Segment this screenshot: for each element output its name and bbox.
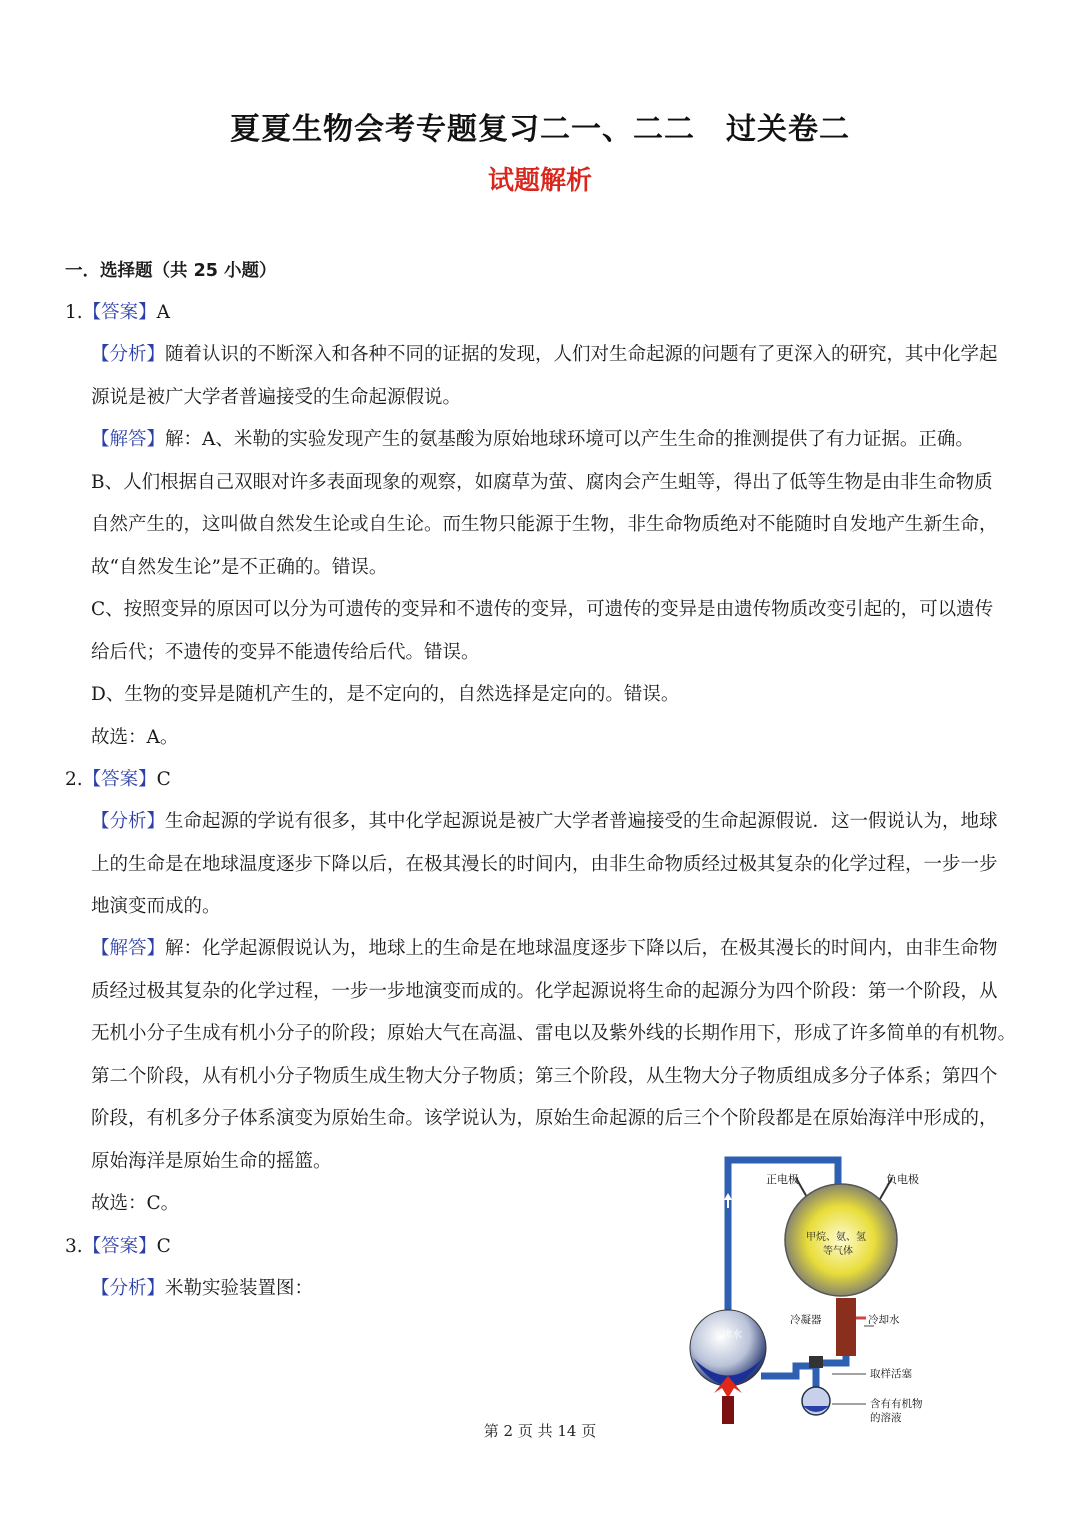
label-positive-electrode: 正电极: [766, 1173, 799, 1186]
q2-solution-line-1: 【解答】解：化学起源假说认为，地球上的生命是在地球温度逐步下降以后，在极其漫长的时间内，由非生命物: [91, 938, 998, 959]
q3-answer-line: [65, 1235, 171, 1259]
q1-analysis-line-2: 源说是被广大学者普遍接受的生命起源假说。: [91, 387, 462, 408]
label-solution-2: 的溶液: [870, 1412, 902, 1424]
q3-analysis-line: 【分析】米勒实验装置图：: [91, 1278, 314, 1299]
section-heading: 一．选择题（共 25 小题）: [65, 261, 277, 281]
q1-analysis-line-1: 【分析】随着认识的不断深入和各种不同的证据的发现，人们对生命起源的问题有了更深入的研究，其中化学起: [91, 344, 998, 365]
label-gases-2: 等气体: [823, 1246, 853, 1257]
q2-solution-line-5: 阶段，有机多分子体系演变为原始生命。该学说认为，原始生命起源的后三个个阶段都是在原始海洋中形成的，: [91, 1108, 998, 1129]
answer-tag: 【答案】: [82, 769, 157, 790]
page-footer: 第 2 页 共 14 页: [483, 1422, 597, 1440]
q2-answer: C: [156, 769, 171, 790]
label-condenser: 冷凝器: [790, 1314, 822, 1326]
q2-solution-line-3: 无机小分子生成有机小分子的阶段；原始大气在高温、雷电以及紫外线的长期作用下，形成了许多简单的有机物。: [91, 1023, 1017, 1044]
label-boiling-water: 沸水: [722, 1330, 742, 1341]
page-subtitle: 试题解析: [487, 166, 592, 196]
q1-solution-line-4: 故“自然发生论”是不正确的。错误。: [91, 557, 388, 578]
answer-tag: 【答案】: [82, 302, 157, 323]
q3-number: 3.: [65, 1236, 83, 1257]
answer-tag: 【答案】: [82, 1236, 157, 1257]
q1-number: 1.: [65, 302, 83, 323]
sampling-valve: [809, 1356, 823, 1368]
miller-apparatus-figure: [686, 1148, 946, 1428]
q2-analysis-line-3: 地演变而成的。: [91, 896, 221, 917]
q1-solution-line-1: 【解答】解：A、米勒的实验发现产生的氨基酸为原始地球环境可以产生生命的推测提供了有力证据。正确。: [91, 429, 974, 450]
q1-solution-line-5: C、按照变异的原因可以分为可遗传的变异和不遗传的变异，可遗传的变异是由遗传物质改变引起的，可以遗传: [91, 599, 994, 620]
q2-solution-line-4: 第二个阶段，从有机小分子物质生成生物大分子物质；第三个阶段，从生物大分子物质组成多分子体系；第四个: [91, 1066, 998, 1087]
label-gases: 甲烷、氨、氢: [806, 1232, 866, 1243]
label-cooling-water: 冷却水: [868, 1314, 900, 1326]
page-title: 夏夏生物会考专题复习二一、二二 过关卷二: [230, 112, 850, 147]
analysis-tag: 【分析】: [91, 344, 166, 365]
analysis-tag: 【分析】: [91, 1278, 166, 1299]
label-sampling-valve: 取样活塞: [870, 1368, 912, 1380]
q1-choice-line: 故选：A。: [91, 727, 179, 748]
q1-answer: A: [156, 302, 171, 323]
label-solution: 含有有机物: [870, 1398, 923, 1410]
solution-tag: 【解答】: [91, 938, 166, 959]
q1-answer-line: [65, 301, 170, 325]
q2-analysis-line-2: 上的生命是在地球温度逐步下降以后，在极其漫长的时间内，由非生命物质经过极其复杂的化学过程，一步一步: [91, 854, 998, 875]
q2-solution-line-6: 原始海洋是原始生命的摇篮。: [91, 1151, 332, 1172]
q2-answer-line: [65, 768, 171, 792]
q1-solution-line-7: D、生物的变异是随机产生的，是不定向的，自然选择是定向的。错误。: [91, 684, 680, 705]
q3-answer: C: [156, 1236, 171, 1257]
condenser: [836, 1298, 856, 1356]
boiling-flask: [690, 1310, 766, 1386]
q2-solution-line-2: 质经过极其复杂的化学过程，一步一步地演变而成的。化学起源说将生命的起源分为四个阶段：第一个阶段，从: [91, 981, 998, 1002]
analysis-tag: 【分析】: [91, 811, 166, 832]
q1-solution-line-2: B、人们根据自己双眼对许多表面现象的观察，如腐草为萤、腐肉会产生蛆等，得出了低等生物是由非生命物质: [91, 472, 993, 493]
q1-solution-line-6: 给后代；不遗传的变异不能遗传给后代。错误。: [91, 642, 480, 663]
q2-analysis-line-1: 【分析】生命起源的学说有很多，其中化学起源说是被广大学者普遍接受的生命起源假说．这一假说认为，地球: [91, 811, 998, 832]
q2-choice-line: 故选：C。: [91, 1193, 180, 1214]
label-negative-electrode: 负电极: [886, 1173, 919, 1186]
q2-number: 2.: [65, 769, 83, 790]
solution-tag: 【解答】: [91, 429, 166, 450]
q1-solution-line-3: 自然产生的，这叫做自然发生论或自生论。而生物只能源于生物，非生命物质绝对不能随时自发地产生新生命，: [91, 514, 998, 535]
